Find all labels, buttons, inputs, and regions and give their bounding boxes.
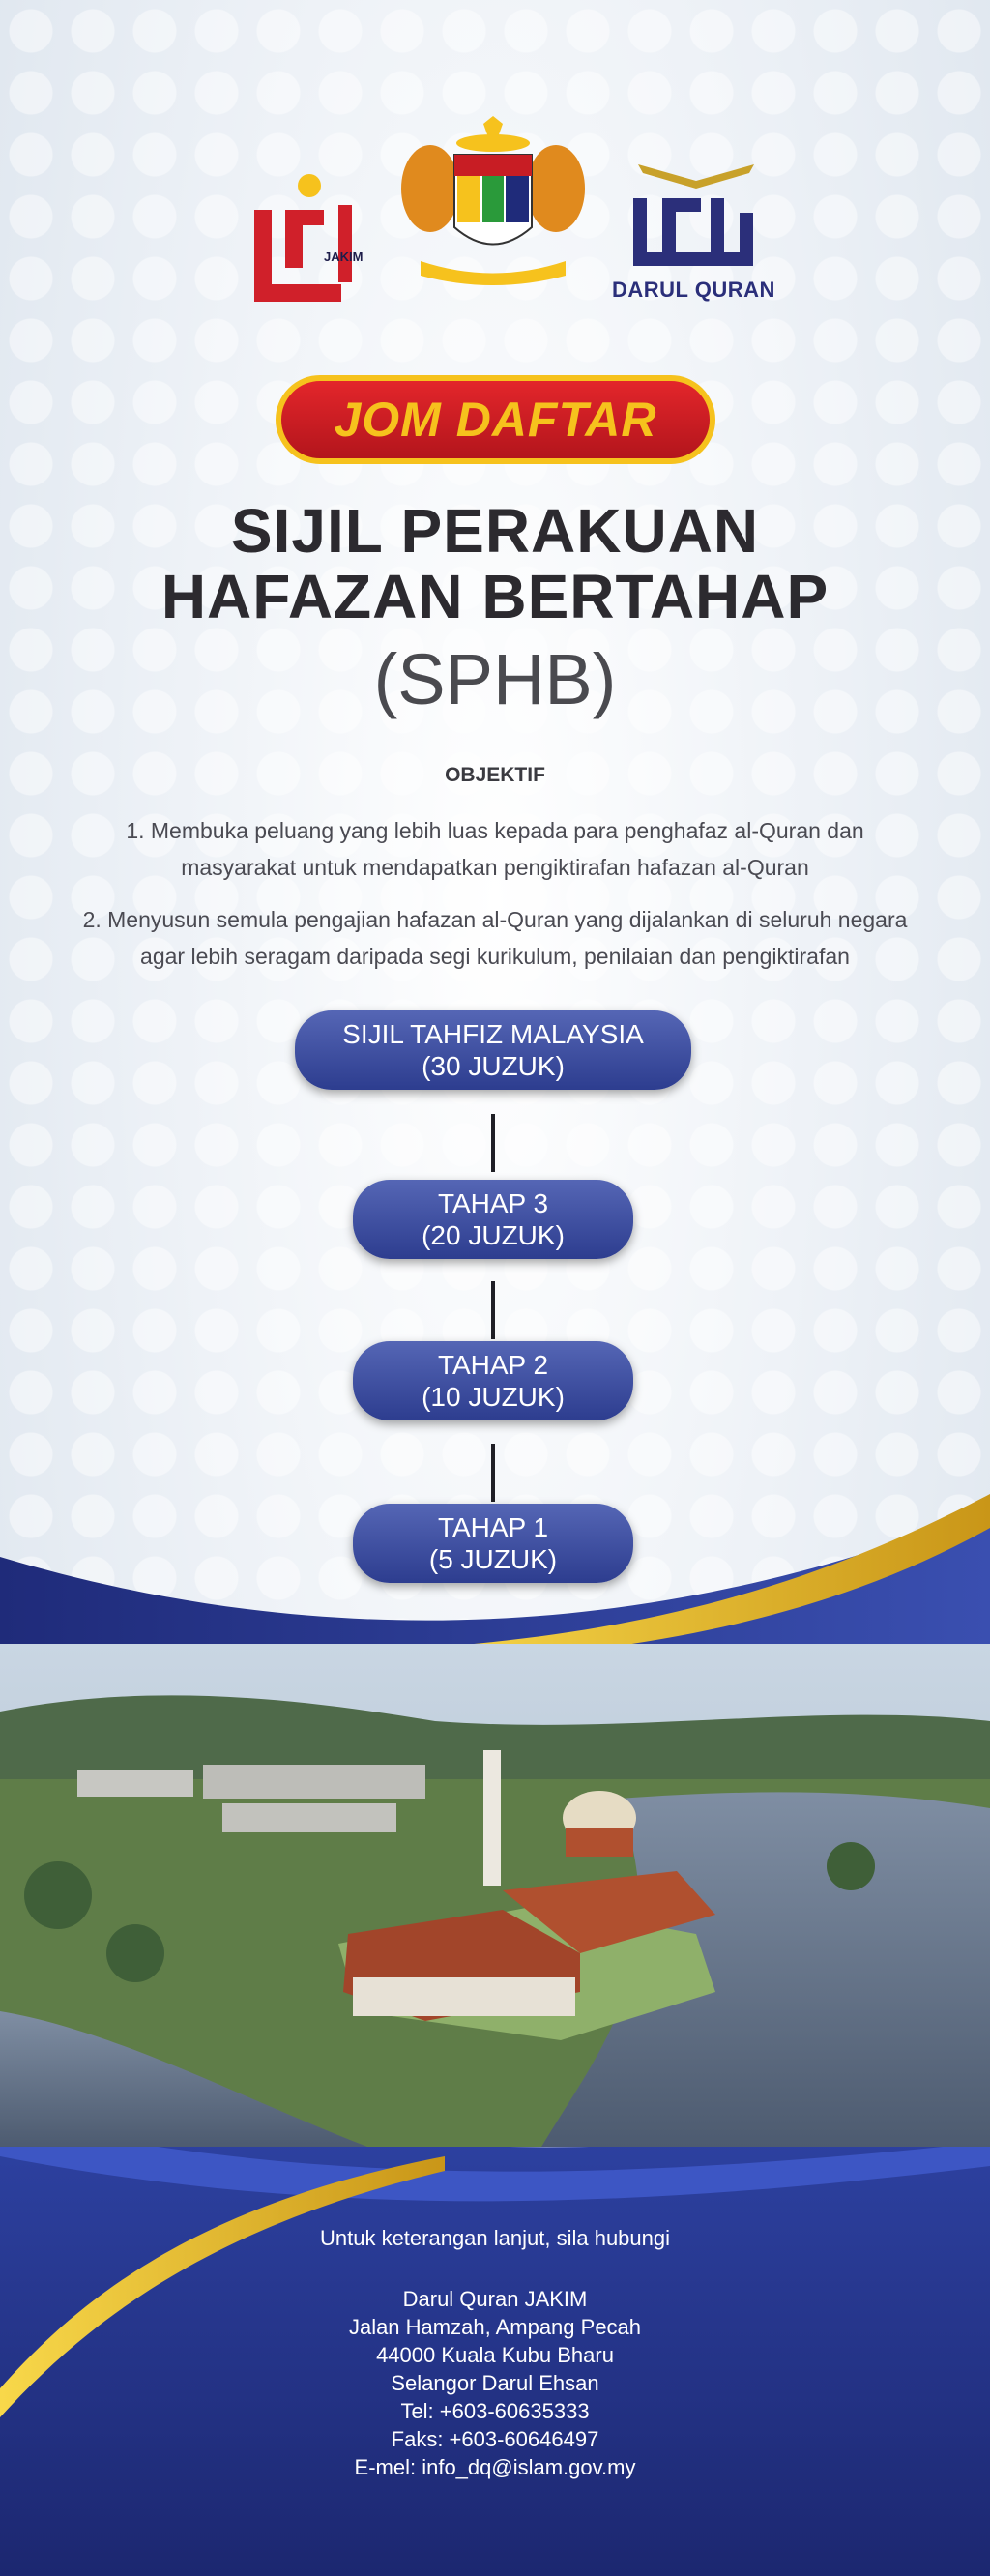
objective-1-line-2: masyarakat untuk mendapatkan pengiktirafan hafazan al-Quran — [181, 855, 809, 880]
darul-quran-caption: DARUL QURAN — [612, 278, 775, 302]
aerial-mosque-photo — [0, 1644, 990, 2147]
darul-quran-logo — [604, 160, 788, 309]
stage-tahap-2 — [353, 1341, 633, 1420]
objective-2-line-2: agar lebih seragam daripada segi kurikulum, penilaian dan pengiktirafan — [140, 944, 850, 969]
contact-fax: Faks: +603-60646497 — [391, 2427, 599, 2451]
stage-name: TAHAP 1 — [437, 1512, 549, 1542]
title-acronym: (SPHB) — [373, 639, 617, 719]
title-line-1: SIJIL PERAKUAN — [230, 496, 760, 566]
stage-name: SIJIL TAHFIZ MALAYSIA — [342, 1019, 644, 1049]
stage-juzuk: (30 JUZUK) — [422, 1051, 565, 1081]
contact-line: Selangor Darul Ehsan — [391, 2371, 599, 2395]
title-line-2: HAFAZAN BERTAHAP — [160, 562, 830, 631]
jakim-caption: JAKIM — [324, 249, 364, 264]
jom-daftar-text: JOM DAFTAR — [334, 393, 657, 447]
jakim-logo — [247, 166, 377, 311]
stage-juzuk: (5 JUZUK) — [428, 1544, 558, 1574]
stage-connector — [491, 1444, 495, 1502]
contact-intro: Untuk keterangan lanjut, sila hubungi — [319, 2226, 671, 2250]
stage-sijil-tahfiz-malaysia — [295, 1010, 691, 1090]
contact-email[interactable]: E-mel: info_dq@islam.gov.my — [354, 2455, 636, 2479]
contact-line: Jalan Hamzah, Ampang Pecah — [348, 2315, 642, 2339]
stage-juzuk: (20 JUZUK) — [422, 1220, 565, 1250]
malaysia-coat-of-arms-logo — [392, 116, 595, 290]
stage-name: TAHAP 3 — [437, 1188, 549, 1218]
objective-2-line-1: 2. Menyusun semula pengajian hafazan al-Quran yang dijalankan di seluruh negara — [82, 907, 908, 932]
jom-daftar-banner — [276, 375, 715, 464]
stage-tahap-1 — [353, 1504, 633, 1583]
objective-1-line-1: 1. Membuka peluang yang lebih luas kepada para penghafaz al-Quran dan — [126, 818, 864, 843]
stage-juzuk: (10 JUZUK) — [422, 1382, 565, 1412]
contact-phone: Tel: +603-60635333 — [400, 2399, 590, 2423]
stage-tahap-3 — [353, 1180, 633, 1259]
stage-connector — [491, 1281, 495, 1339]
contact-line: 44000 Kuala Kubu Bharu — [376, 2343, 614, 2367]
stage-name: TAHAP 2 — [437, 1350, 549, 1380]
objectives-heading: OBJEKTIF — [445, 764, 545, 786]
contact-line: Darul Quran JAKIM — [402, 2287, 588, 2311]
stage-connector — [491, 1114, 495, 1172]
